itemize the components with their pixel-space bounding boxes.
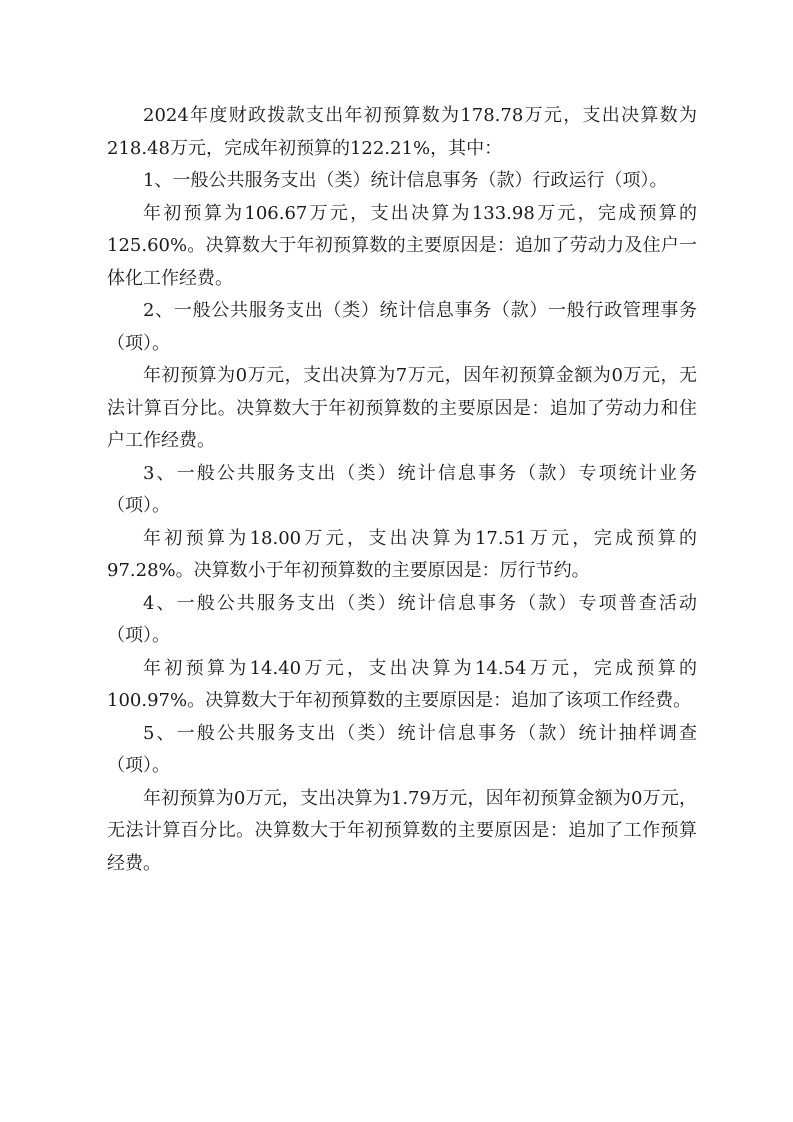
item-1-heading: 1、一般公共服务支出（类）统计信息事务（款）行政运行（项）。 <box>143 170 668 191</box>
item-1-detail: 年初预算为106.67万元，支出决算为133.98万元，完成预算的125.60%。决算数大于年初预算数的主要原因是：追加了劳动力及住户一体化工作经费。 <box>107 202 697 289</box>
item-5-heading: 5、一般公共服务支出（类）统计信息事务（款）统计抽样调查（项）。 <box>107 722 697 776</box>
item-3-detail: 年初预算为18.00万元，支出决算为17.51万元，完成预算的97.28%。决算数小于年初预算数的主要原因是：厉行节约。 <box>107 527 697 581</box>
item-3-heading: 3、一般公共服务支出（类）统计信息事务（款）专项统计业务（项）。 <box>107 462 697 516</box>
item-2-heading: 2、一般公共服务支出（类）统计信息事务（款）一般行政管理事务（项）。 <box>107 300 697 354</box>
item-4-detail: 年初预算为14.40万元，支出决算为14.54万元，完成预算的100.97%。决算数大于年初预算数的主要原因是：追加了该项工作经费。 <box>107 657 697 711</box>
document-body <box>107 100 697 880</box>
item-4-heading: 4、一般公共服务支出（类）统计信息事务（款）专项普查活动（项）。 <box>107 592 697 646</box>
item-5-detail: 年初预算为0万元，支出决算为1.79万元，因年初预算金额为0万元，无法计算百分比。决算数大于年初预算数的主要原因是：追加了工作预算经费。 <box>107 787 697 874</box>
item-2-detail: 年初预算为0万元，支出决算为7万元，因年初预算金额为0万元，无法计算百分比。决算数大于年初预算数的主要原因是：追加了劳动力和住户工作经费。 <box>107 365 697 451</box>
summary-paragraph: 2024年度财政拨款支出年初预算数为178.78万元，支出决算数为218.48万元，完成年初预算的122.21%，其中： <box>107 105 697 159</box>
